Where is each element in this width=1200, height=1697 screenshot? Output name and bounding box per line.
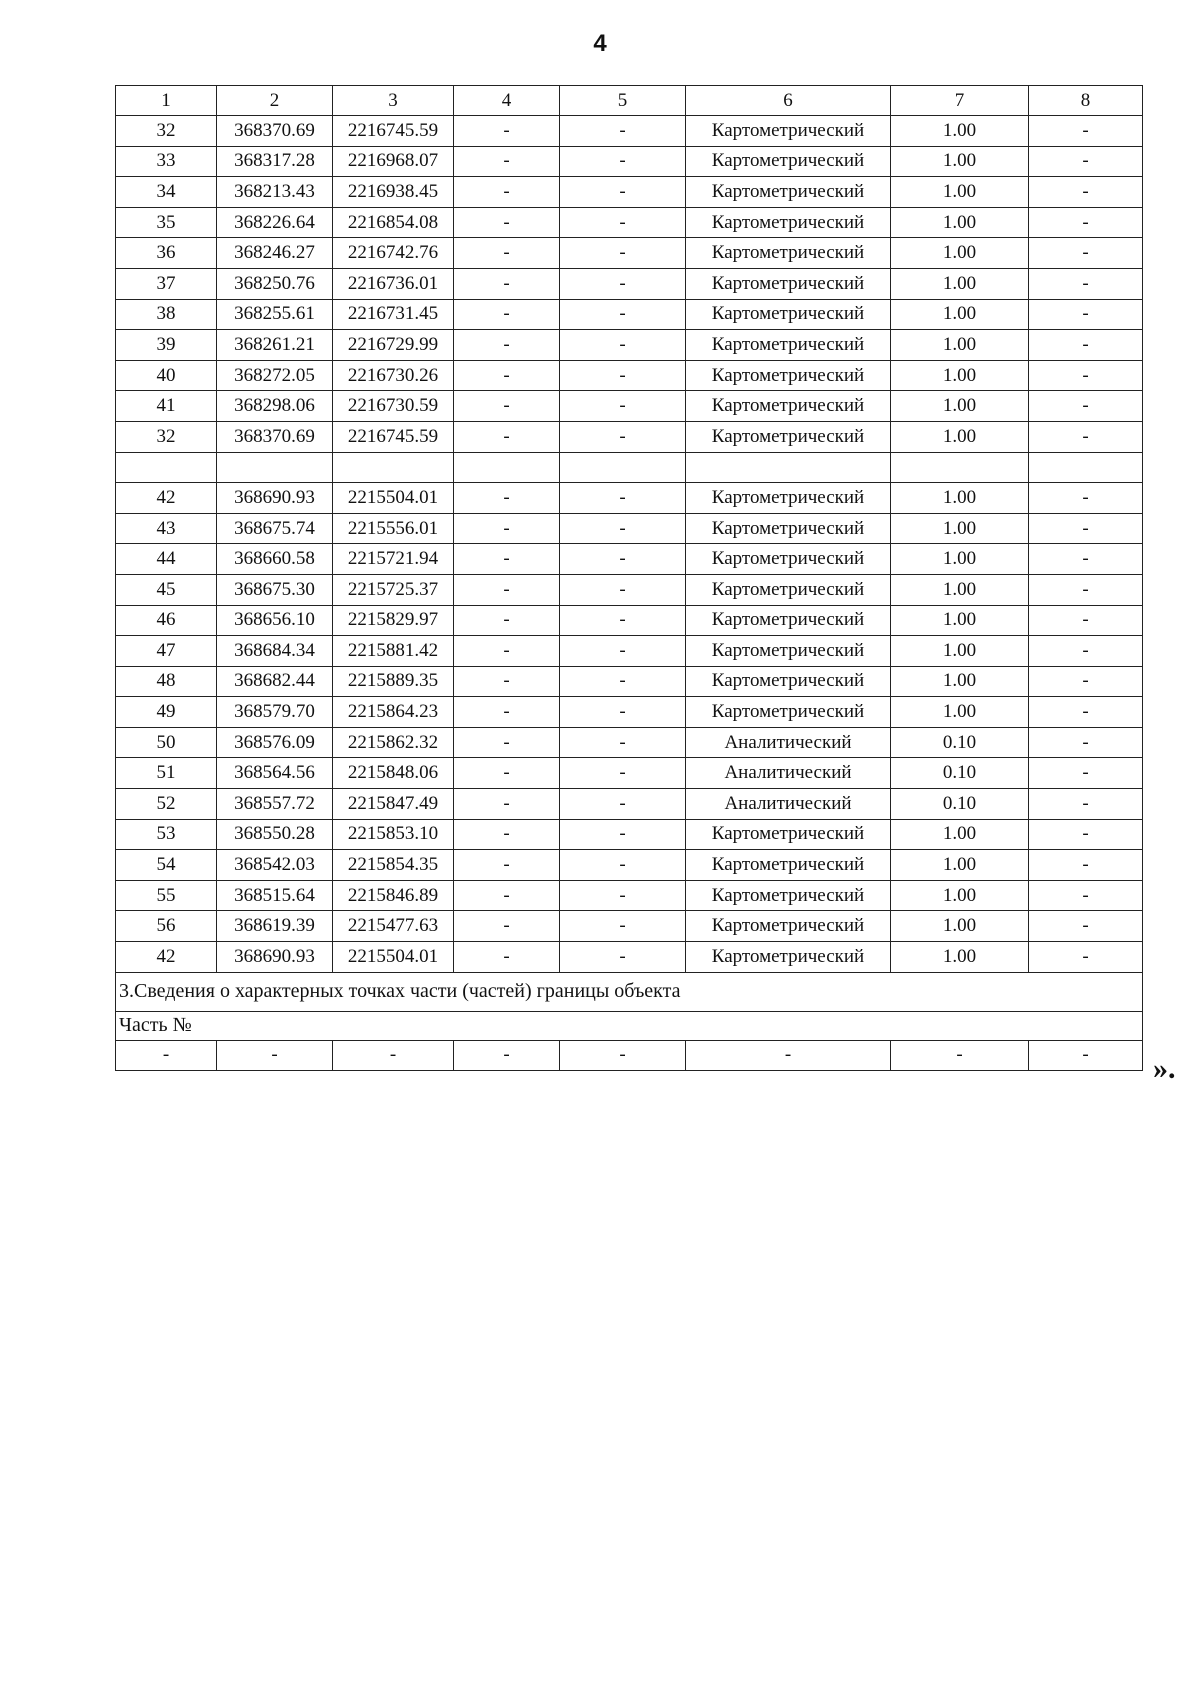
table-cell: -	[454, 727, 560, 758]
table-cell: 1.00	[891, 238, 1029, 269]
table-cell: Картометрический	[686, 544, 891, 575]
table-cell: 1.00	[891, 207, 1029, 238]
table-cell: 2215881.42	[333, 636, 454, 667]
table-cell: 2215846.89	[333, 880, 454, 911]
table-cell: 368370.69	[217, 421, 333, 452]
table-cell: -	[1029, 330, 1143, 361]
table-cell: -	[1029, 574, 1143, 605]
table-cell: -	[1029, 697, 1143, 728]
table-cell: 2215504.01	[333, 483, 454, 514]
table-cell: 2215477.63	[333, 911, 454, 942]
table-cell: 1.00	[891, 483, 1029, 514]
table-cell: Картометрический	[686, 299, 891, 330]
table-cell: -	[454, 911, 560, 942]
table-cell: 2216742.76	[333, 238, 454, 269]
table-cell: Картометрический	[686, 421, 891, 452]
table-cell: 1.00	[891, 942, 1029, 973]
table-cell: -	[454, 360, 560, 391]
table-cell: 368675.74	[217, 513, 333, 544]
page-number: 4	[593, 30, 607, 57]
table-body	[116, 86, 1143, 1071]
table-cell: -	[1029, 880, 1143, 911]
table-cell: 368619.39	[217, 911, 333, 942]
table-cell: -	[560, 146, 686, 177]
table-cell: -	[1029, 911, 1143, 942]
column-header-row	[116, 86, 1143, 116]
table-cell: 2215853.10	[333, 819, 454, 850]
table-cell: -	[454, 391, 560, 422]
table-cell: 368564.56	[217, 758, 333, 789]
table-cell: 46	[116, 605, 217, 636]
table-cell: 39	[116, 330, 217, 361]
table-cell: 1.00	[891, 819, 1029, 850]
table-row	[116, 207, 1143, 238]
table-cell: 50	[116, 727, 217, 758]
table-cell: -	[560, 697, 686, 728]
table-cell: 368317.28	[217, 146, 333, 177]
table-cell: 2215854.35	[333, 850, 454, 881]
table-cell: 368690.93	[217, 483, 333, 514]
table-cell: 2216745.59	[333, 116, 454, 147]
table-cell: -	[116, 1040, 217, 1071]
table-cell: Картометрический	[686, 391, 891, 422]
table-cell: 368557.72	[217, 789, 333, 820]
table-cell: -	[1029, 1040, 1143, 1071]
table-cell: -	[1029, 758, 1143, 789]
table-cell: 368246.27	[217, 238, 333, 269]
table-cell: -	[454, 850, 560, 881]
table-cell: 56	[116, 911, 217, 942]
table-cell: -	[560, 942, 686, 973]
column-header: 5	[560, 86, 686, 116]
boundary-points-table	[115, 85, 1143, 1071]
table-cell: -	[454, 268, 560, 299]
table-row	[116, 268, 1143, 299]
table-cell: 49	[116, 697, 217, 728]
column-header: 8	[1029, 86, 1143, 116]
table-cell: -	[560, 636, 686, 667]
table-row	[116, 421, 1143, 452]
table-cell	[1029, 452, 1143, 483]
table-row	[116, 360, 1143, 391]
table-cell: 368684.34	[217, 636, 333, 667]
table-cell: 42	[116, 942, 217, 973]
table-cell: -	[560, 880, 686, 911]
table-cell: -	[560, 819, 686, 850]
table-cell: -	[560, 268, 686, 299]
table-cell: 35	[116, 207, 217, 238]
table-row	[116, 238, 1143, 269]
table-cell: 368579.70	[217, 697, 333, 728]
table-cell: 2215862.32	[333, 727, 454, 758]
table-cell: -	[1029, 636, 1143, 667]
table-cell: 368682.44	[217, 666, 333, 697]
table-cell: 54	[116, 850, 217, 881]
table-cell: -	[454, 697, 560, 728]
table-cell: Картометрический	[686, 177, 891, 208]
table-row	[116, 544, 1143, 575]
table-cell: 2215864.23	[333, 697, 454, 728]
table-cell: -	[560, 544, 686, 575]
table-cell	[454, 452, 560, 483]
column-header: 3	[333, 86, 454, 116]
table-cell: 2216736.01	[333, 268, 454, 299]
table-cell: -	[1029, 268, 1143, 299]
part-data-row	[116, 1040, 1143, 1071]
table-cell: Картометрический	[686, 697, 891, 728]
table-cell: -	[560, 483, 686, 514]
column-header: 2	[217, 86, 333, 116]
table-cell: 2216731.45	[333, 299, 454, 330]
closing-quote-mark: ».	[1153, 1052, 1176, 1085]
table-cell: 2216938.45	[333, 177, 454, 208]
part-label: Часть №	[116, 1011, 1143, 1040]
table-cell: -	[560, 727, 686, 758]
table-row	[116, 636, 1143, 667]
table-cell: -	[217, 1040, 333, 1071]
table-cell: -	[560, 789, 686, 820]
table-cell: 368261.21	[217, 330, 333, 361]
table-cell: -	[560, 299, 686, 330]
table-cell: 2216730.26	[333, 360, 454, 391]
table-cell: -	[1029, 421, 1143, 452]
table-cell: 44	[116, 544, 217, 575]
table-cell: Картометрический	[686, 116, 891, 147]
table-cell: 2215889.35	[333, 666, 454, 697]
table-cell: 368542.03	[217, 850, 333, 881]
table-cell	[560, 452, 686, 483]
table-cell: 368272.05	[217, 360, 333, 391]
table-row	[116, 177, 1143, 208]
table-cell: -	[1029, 483, 1143, 514]
table-cell: 368675.30	[217, 574, 333, 605]
table-cell: -	[333, 1040, 454, 1071]
table-cell: 368226.64	[217, 207, 333, 238]
table-cell: -	[560, 207, 686, 238]
table-cell: Картометрический	[686, 238, 891, 269]
table-cell: 368660.58	[217, 544, 333, 575]
table-cell: Картометрический	[686, 880, 891, 911]
table-cell: 2216968.07	[333, 146, 454, 177]
table-row	[116, 391, 1143, 422]
table-cell: Картометрический	[686, 574, 891, 605]
section-title-row	[116, 972, 1143, 1011]
table-row	[116, 727, 1143, 758]
table-cell: -	[454, 238, 560, 269]
table-cell: 1.00	[891, 697, 1029, 728]
table-row	[116, 146, 1143, 177]
table-cell: 368656.10	[217, 605, 333, 636]
table-cell: 2215504.01	[333, 942, 454, 973]
table-cell: -	[454, 513, 560, 544]
table-cell: 36	[116, 238, 217, 269]
table-cell: 1.00	[891, 544, 1029, 575]
table-cell: 55	[116, 880, 217, 911]
table-cell: -	[454, 421, 560, 452]
table-cell: -	[454, 207, 560, 238]
table-cell: 2216854.08	[333, 207, 454, 238]
table-cell: 0.10	[891, 789, 1029, 820]
table-cell: -	[1029, 207, 1143, 238]
table-row	[116, 574, 1143, 605]
table-row	[116, 116, 1143, 147]
table-cell: 1.00	[891, 421, 1029, 452]
table-cell: -	[1029, 513, 1143, 544]
table-cell: -	[1029, 238, 1143, 269]
table-cell: 32	[116, 116, 217, 147]
table-cell: -	[1029, 360, 1143, 391]
table-cell: -	[686, 1040, 891, 1071]
table-cell: 53	[116, 819, 217, 850]
table-cell: -	[1029, 727, 1143, 758]
table-cell: Картометрический	[686, 360, 891, 391]
table-cell: 1.00	[891, 880, 1029, 911]
table-cell: 37	[116, 268, 217, 299]
table-cell: -	[454, 574, 560, 605]
table-cell: -	[560, 421, 686, 452]
table-cell: -	[454, 605, 560, 636]
table-cell: 1.00	[891, 391, 1029, 422]
table-cell: -	[454, 636, 560, 667]
table-cell: -	[1029, 146, 1143, 177]
table-cell: -	[1029, 605, 1143, 636]
table-cell: -	[560, 605, 686, 636]
table-cell: 368550.28	[217, 819, 333, 850]
table-cell: 47	[116, 636, 217, 667]
table-cell: 368250.76	[217, 268, 333, 299]
table-cell: -	[454, 819, 560, 850]
table-cell: Картометрический	[686, 483, 891, 514]
table-cell: -	[560, 391, 686, 422]
table-cell: -	[1029, 942, 1143, 973]
table-cell: 43	[116, 513, 217, 544]
table-cell: -	[1029, 177, 1143, 208]
table-cell	[686, 452, 891, 483]
table-cell: 1.00	[891, 146, 1029, 177]
table-cell: 2216729.99	[333, 330, 454, 361]
table-cell: Аналитический	[686, 727, 891, 758]
table-cell: -	[891, 1040, 1029, 1071]
table-cell: -	[1029, 299, 1143, 330]
table-cell: Картометрический	[686, 207, 891, 238]
table-cell: -	[454, 1040, 560, 1071]
table-cell: 0.10	[891, 758, 1029, 789]
column-header: 6	[686, 86, 891, 116]
table-cell: -	[560, 1040, 686, 1071]
table-cell: 368515.64	[217, 880, 333, 911]
table-cell: -	[1029, 116, 1143, 147]
table-row	[116, 819, 1143, 850]
table-cell: 45	[116, 574, 217, 605]
table-cell: -	[1029, 391, 1143, 422]
table-cell: -	[560, 360, 686, 391]
table-cell: 2215829.97	[333, 605, 454, 636]
table-cell: 1.00	[891, 330, 1029, 361]
table-cell: Картометрический	[686, 605, 891, 636]
table-cell: -	[560, 574, 686, 605]
table-cell: 368255.61	[217, 299, 333, 330]
table-cell	[116, 452, 217, 483]
table-cell: -	[1029, 819, 1143, 850]
section-title: 3.Сведения о характерных точках части (частей) границы объекта	[116, 972, 1143, 1011]
table-cell: -	[560, 911, 686, 942]
table-cell: 41	[116, 391, 217, 422]
table-cell: 33	[116, 146, 217, 177]
table-cell: 368298.06	[217, 391, 333, 422]
table-cell: -	[560, 666, 686, 697]
table-cell: -	[454, 758, 560, 789]
table-cell: 1.00	[891, 636, 1029, 667]
table-row	[116, 605, 1143, 636]
column-header: 1	[116, 86, 217, 116]
table-cell: 368370.69	[217, 116, 333, 147]
table-cell: Аналитический	[686, 789, 891, 820]
table-cell: -	[454, 116, 560, 147]
table-cell: Картометрический	[686, 636, 891, 667]
table-cell: Картометрический	[686, 330, 891, 361]
column-header: 4	[454, 86, 560, 116]
table-row	[116, 911, 1143, 942]
table-cell: Картометрический	[686, 513, 891, 544]
table-cell: -	[560, 238, 686, 269]
table-cell: Картометрический	[686, 146, 891, 177]
table-row	[116, 483, 1143, 514]
table-cell: -	[1029, 850, 1143, 881]
table-cell: 1.00	[891, 574, 1029, 605]
table-cell	[891, 452, 1029, 483]
table-cell: -	[454, 177, 560, 208]
table-cell: Картометрический	[686, 942, 891, 973]
table-row	[116, 299, 1143, 330]
table-cell: -	[454, 544, 560, 575]
table-row	[116, 880, 1143, 911]
table-cell: Картометрический	[686, 666, 891, 697]
table-cell: -	[454, 666, 560, 697]
table-cell: 40	[116, 360, 217, 391]
table-cell: -	[560, 758, 686, 789]
table-cell: 368213.43	[217, 177, 333, 208]
table-cell: 42	[116, 483, 217, 514]
table-cell: 34	[116, 177, 217, 208]
table-cell: -	[454, 299, 560, 330]
table-cell: -	[454, 942, 560, 973]
table-row	[116, 697, 1143, 728]
table-cell: 1.00	[891, 177, 1029, 208]
table-row	[116, 666, 1143, 697]
table-cell: 368690.93	[217, 942, 333, 973]
table-cell: 2215556.01	[333, 513, 454, 544]
table-row	[116, 330, 1143, 361]
table-cell: -	[1029, 666, 1143, 697]
table-row	[116, 942, 1143, 973]
table-cell: 2215721.94	[333, 544, 454, 575]
table-row	[116, 789, 1143, 820]
table-cell: 1.00	[891, 268, 1029, 299]
table-cell: 1.00	[891, 850, 1029, 881]
table-row	[116, 452, 1143, 483]
table-cell: -	[560, 116, 686, 147]
table-cell: Аналитический	[686, 758, 891, 789]
table-cell: 2215725.37	[333, 574, 454, 605]
table-cell: 38	[116, 299, 217, 330]
table-cell: 1.00	[891, 666, 1029, 697]
table-row	[116, 513, 1143, 544]
table-cell: 368576.09	[217, 727, 333, 758]
table-row	[116, 850, 1143, 881]
table-cell: -	[1029, 789, 1143, 820]
table-cell: -	[454, 789, 560, 820]
table-cell: -	[1029, 544, 1143, 575]
table-cell: -	[560, 513, 686, 544]
table-cell: 48	[116, 666, 217, 697]
table-cell: 1.00	[891, 116, 1029, 147]
table-cell: 1.00	[891, 605, 1029, 636]
part-label-row	[116, 1011, 1143, 1040]
table-cell: Картометрический	[686, 911, 891, 942]
table-cell	[217, 452, 333, 483]
table-row	[116, 758, 1143, 789]
table-cell: 2215847.49	[333, 789, 454, 820]
table-cell: 51	[116, 758, 217, 789]
table-cell: Картометрический	[686, 268, 891, 299]
table-cell: -	[560, 850, 686, 881]
table-cell: 1.00	[891, 513, 1029, 544]
table-cell: Картометрический	[686, 819, 891, 850]
table-cell: 1.00	[891, 911, 1029, 942]
column-header: 7	[891, 86, 1029, 116]
table-cell: 0.10	[891, 727, 1029, 758]
table-cell: 52	[116, 789, 217, 820]
table-cell: 2215848.06	[333, 758, 454, 789]
table-cell: 32	[116, 421, 217, 452]
table-cell: Картометрический	[686, 850, 891, 881]
table-cell: 1.00	[891, 360, 1029, 391]
table-cell: 2216745.59	[333, 421, 454, 452]
table-cell: 2216730.59	[333, 391, 454, 422]
table-cell: 1.00	[891, 299, 1029, 330]
table-cell: -	[454, 483, 560, 514]
table-cell: -	[454, 330, 560, 361]
table-cell: -	[560, 330, 686, 361]
table-cell: -	[560, 177, 686, 208]
table-cell	[333, 452, 454, 483]
table-cell: -	[454, 146, 560, 177]
table-cell: -	[454, 880, 560, 911]
